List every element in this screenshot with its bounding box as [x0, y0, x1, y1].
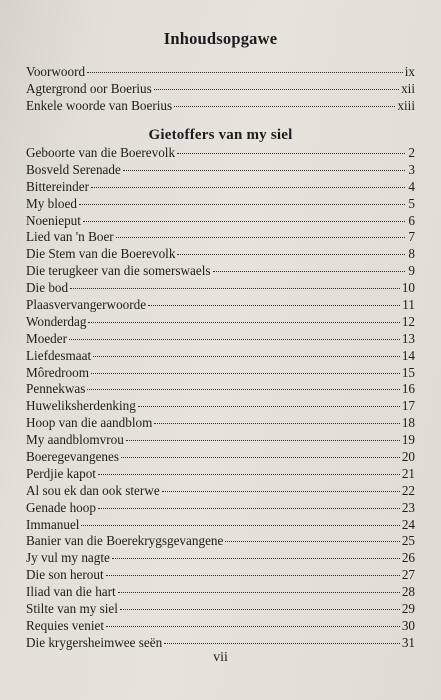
entry-page-number: 20	[401, 449, 415, 465]
dot-leader	[83, 221, 405, 222]
entry-page-number: 25	[401, 533, 415, 549]
entry-title: Banier van die Boerekrygsgevangene	[26, 533, 224, 549]
toc-row	[26, 398, 415, 415]
entry-page-number: ix	[404, 64, 415, 79]
preliminaries-list	[26, 64, 415, 115]
dot-leader	[87, 389, 399, 390]
dot-leader	[121, 457, 400, 458]
toc-row	[26, 415, 415, 432]
toc-row	[26, 517, 415, 534]
entry-title: Bosveld Serenade	[26, 161, 121, 177]
toc-row	[26, 246, 415, 263]
toc-row	[26, 162, 415, 179]
entry-title: Plaasvervangerwoorde	[26, 297, 147, 313]
page-number: vii	[213, 650, 228, 665]
entry-title: Geboorte van die Boerevolk	[26, 145, 176, 160]
entry-page-number: xii	[401, 80, 415, 96]
entry-title: Noenieput	[26, 212, 81, 228]
preliminary-row	[26, 98, 415, 115]
contents-list	[26, 145, 415, 652]
toc-row	[26, 280, 415, 297]
entry-title: Die Stem van die Boerevolk	[26, 246, 176, 262]
entry-page-number: 26	[401, 550, 415, 566]
entry-title: Moeder	[26, 330, 68, 346]
toc-row	[26, 348, 415, 365]
entry-title: Wonderdag	[26, 313, 87, 329]
entry-title: Stilte van my siel	[26, 601, 118, 617]
entry-title: Die krygersheimwee seën	[26, 634, 163, 650]
toc-row	[26, 567, 415, 584]
entry-title: Bittereinder	[26, 178, 89, 194]
entry-title: Enkele woorde van Boerius	[26, 97, 173, 113]
dot-leader	[154, 89, 399, 90]
entry-page-number: 28	[401, 584, 415, 600]
entry-title: Boeregevangenes	[26, 449, 120, 465]
entry-title: Genade hoop	[26, 499, 96, 515]
entry-page-number: 11	[402, 297, 415, 313]
entry-page-number: 24	[401, 516, 415, 532]
entry-title: Die son herout	[26, 567, 104, 583]
dot-leader	[91, 187, 405, 188]
toc-row	[26, 365, 415, 382]
entry-title: Pennekwas	[26, 381, 86, 397]
entry-page-number: 30	[401, 617, 415, 633]
entry-title: Die terugkeer van die somerswaels	[26, 263, 211, 279]
entry-page-number: 2	[408, 145, 415, 160]
entry-page-number: 29	[401, 601, 415, 617]
entry-title: Agtergrond oor Boerius	[26, 80, 152, 96]
entry-title: Die bod	[26, 280, 69, 296]
entry-title: Perdjie kapot	[26, 465, 96, 481]
entry-page-number: 13	[401, 330, 415, 346]
entry-page-number: 12	[401, 313, 415, 329]
entry-title: Huweliksherdenking	[26, 398, 136, 414]
dot-leader	[120, 609, 400, 610]
dot-leader	[98, 508, 400, 509]
preliminary-row	[26, 64, 415, 81]
entry-page-number: 15	[401, 364, 415, 380]
dot-leader	[106, 626, 400, 627]
entry-page-number: 19	[401, 432, 415, 448]
toc-row	[26, 449, 415, 466]
toc-row	[26, 229, 415, 246]
entry-title: Immanuel	[26, 516, 80, 532]
dot-leader	[79, 204, 405, 205]
entry-page-number: 7	[408, 229, 415, 245]
toc-row	[26, 145, 415, 162]
entry-page-number: 31	[401, 634, 415, 650]
entry-page-number: 10	[401, 280, 415, 296]
dot-leader	[116, 237, 405, 238]
dot-leader	[88, 322, 399, 323]
entry-title: Iliad van die hart	[26, 584, 116, 600]
toc-row	[26, 263, 415, 280]
dot-leader	[98, 474, 400, 475]
dot-leader	[225, 541, 399, 542]
dot-leader	[118, 592, 400, 593]
dot-leader	[91, 373, 400, 374]
dot-leader	[106, 575, 400, 576]
entry-title: My aandblomvrou	[26, 432, 124, 448]
toc-row	[26, 550, 415, 567]
toc-row	[26, 533, 415, 550]
toc-row	[26, 500, 415, 517]
entry-title: Môredroom	[26, 364, 89, 380]
entry-page-number: 16	[401, 381, 415, 397]
dot-leader	[162, 491, 400, 492]
dot-leader	[177, 153, 405, 154]
entry-page-number: 6	[408, 212, 415, 228]
entry-page-number: 17	[401, 398, 415, 414]
entry-page-number: 23	[401, 499, 415, 515]
entry-title: Al sou ek dan ook sterwe	[26, 482, 160, 498]
toc-row	[26, 196, 415, 213]
dot-leader	[123, 170, 405, 171]
entry-title: Jy vul my nagte	[26, 550, 110, 566]
toc-row	[26, 432, 415, 449]
entry-page-number: 21	[401, 465, 415, 481]
preliminary-row	[26, 81, 415, 98]
entry-page-number: 8	[408, 246, 415, 262]
toc-row	[26, 297, 415, 314]
entry-page-number: 27	[401, 567, 415, 583]
dot-leader	[69, 339, 400, 340]
dot-leader	[93, 356, 400, 357]
entry-page-number: xiii	[397, 97, 415, 113]
toc-row	[26, 483, 415, 500]
entry-title: Voorwoord	[26, 64, 86, 79]
entry-page-number: 9	[408, 263, 415, 279]
dot-leader	[154, 423, 399, 424]
entry-page-number: 5	[408, 195, 415, 211]
entry-page-number: 4	[408, 178, 415, 194]
entry-page-number: 18	[401, 415, 415, 431]
toc-row	[26, 179, 415, 196]
toc-row	[26, 466, 415, 483]
dot-leader	[81, 525, 399, 526]
entry-page-number: 14	[401, 347, 415, 363]
dot-leader	[164, 643, 400, 644]
page-title: Inhoudsopgawe	[163, 29, 278, 48]
toc-row	[26, 584, 415, 601]
section-title: Gietoffers van my siel	[148, 127, 293, 143]
dot-leader	[148, 305, 400, 306]
entry-title: My bloed	[26, 195, 77, 211]
dot-leader	[138, 406, 400, 407]
toc-row	[26, 601, 415, 618]
dot-leader	[213, 271, 405, 272]
dot-leader	[87, 72, 403, 73]
dot-leader	[126, 440, 400, 441]
dot-leader	[112, 558, 400, 559]
toc-row	[26, 213, 415, 230]
dot-leader	[174, 106, 395, 107]
entry-page-number: 22	[401, 482, 415, 498]
entry-title: Lied van 'n Boer	[26, 229, 114, 245]
dot-leader	[70, 288, 400, 289]
toc-row	[26, 381, 415, 398]
dot-leader	[177, 254, 405, 255]
entry-title: Hoop van die aandblom	[26, 415, 153, 431]
toc-row	[26, 314, 415, 331]
toc-row	[26, 618, 415, 635]
entry-title: Requies veniet	[26, 617, 105, 633]
entry-page-number: 3	[408, 161, 415, 177]
entry-title: Liefdesmaat	[26, 347, 92, 363]
toc-row	[26, 331, 415, 348]
